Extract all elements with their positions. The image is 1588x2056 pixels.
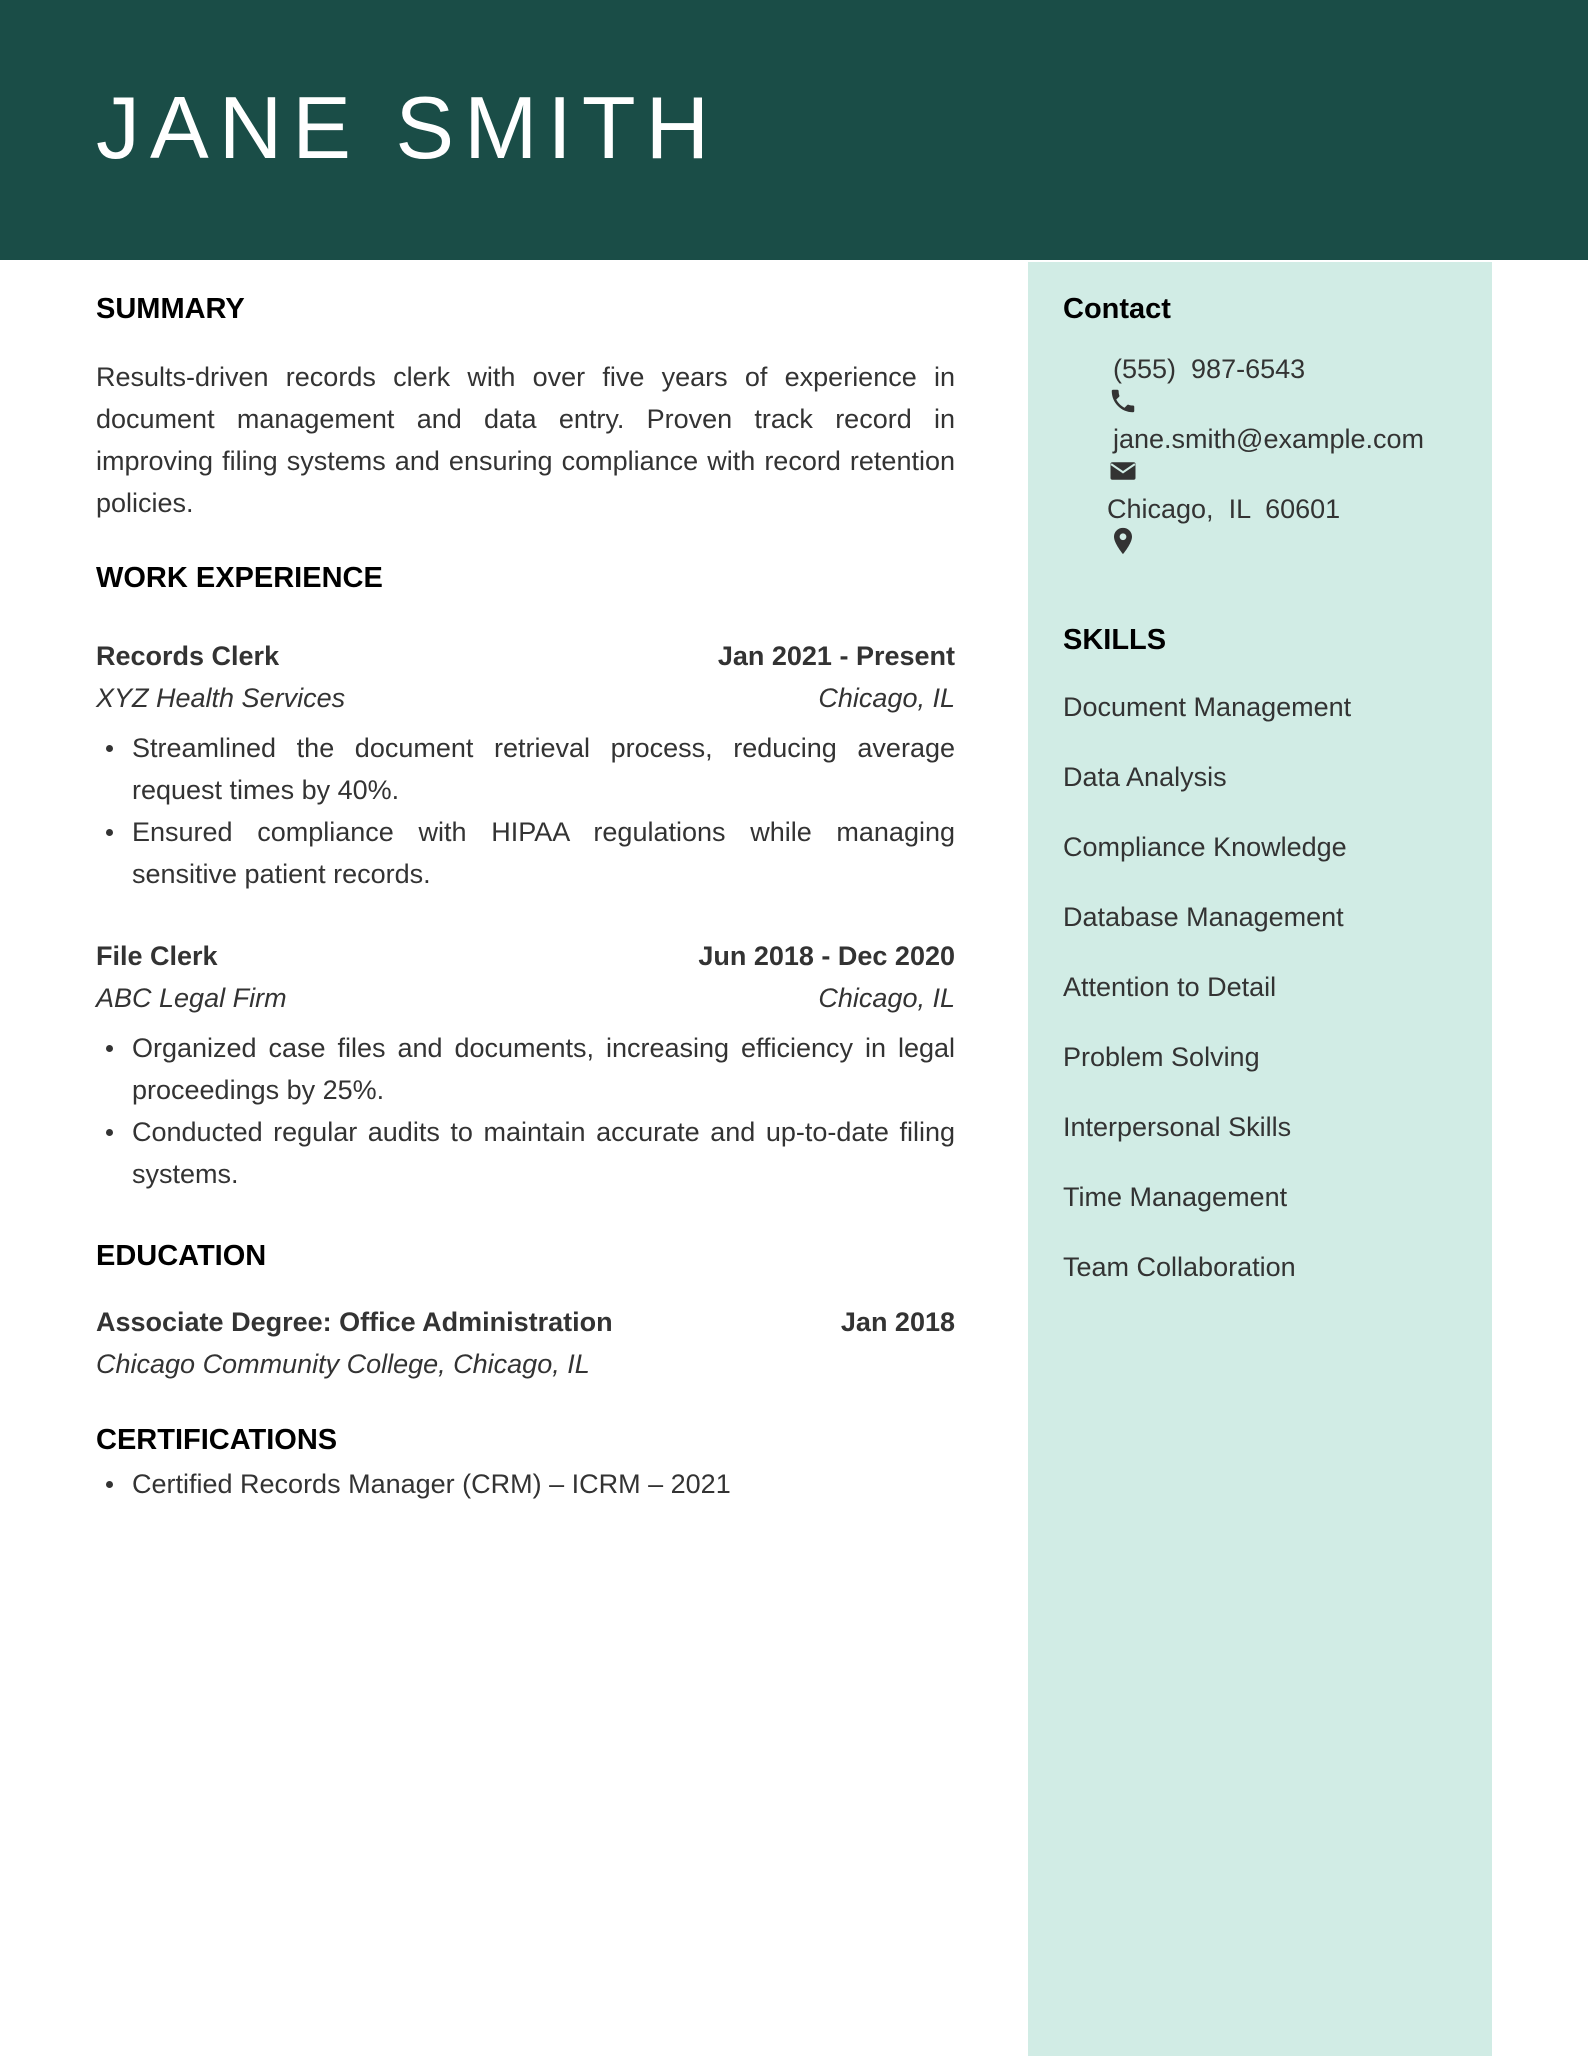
school-row bbox=[96, 1343, 955, 1385]
header-banner bbox=[0, 0, 1588, 260]
job-title-row bbox=[96, 935, 955, 977]
skills-heading: SKILLS bbox=[1063, 624, 1167, 656]
job-bullet: Ensured compliance with HIPAA regulations while managing sensitive patient records. bbox=[132, 811, 955, 895]
summary-text: Results-driven records clerk with over five years of experience in document management and data entry. Proven track record in improving filing systems and ensuring compliance with record retention policies. bbox=[96, 362, 955, 518]
skill-item: Document Management bbox=[1063, 692, 1352, 722]
school-name: Chicago Community College, Chicago, IL bbox=[96, 1349, 590, 1379]
candidate-name: JANE SMITH bbox=[96, 78, 720, 177]
certification-item: Certified Records Manager (CRM) – ICRM – 2021 bbox=[132, 1463, 955, 1505]
phone-icon bbox=[1063, 355, 1093, 385]
degree-row bbox=[96, 1301, 955, 1343]
skill-item: Database Management bbox=[1063, 902, 1344, 932]
contact-location bbox=[1063, 494, 1340, 525]
contact-email bbox=[1063, 424, 1424, 455]
job-title: Records Clerk bbox=[96, 641, 280, 671]
summary-heading: SUMMARY bbox=[96, 293, 245, 325]
job-title-row bbox=[96, 635, 955, 677]
job-bullet: Organized case files and documents, increasing efficiency in legal proceedings by 25%. bbox=[132, 1027, 955, 1111]
skill-item: Team Collaboration bbox=[1063, 1252, 1296, 1282]
map-pin-icon bbox=[1063, 495, 1093, 525]
job-company-row bbox=[96, 977, 955, 1019]
job-bullets bbox=[96, 1027, 955, 1195]
main-column bbox=[96, 262, 955, 1505]
skill-item: Compliance Knowledge bbox=[1063, 832, 1347, 862]
skill-item: Interpersonal Skills bbox=[1063, 1112, 1292, 1142]
job-bullets bbox=[96, 727, 955, 895]
skills-list bbox=[1063, 692, 1351, 1322]
skill-item: Data Analysis bbox=[1063, 762, 1227, 792]
contact-phone bbox=[1063, 354, 1305, 385]
location-text: Chicago, IL 60601 bbox=[1107, 494, 1341, 524]
phone-number: (555) 987-6543 bbox=[1113, 354, 1306, 384]
certifications-heading: CERTIFICATIONS bbox=[96, 1424, 338, 1456]
job-company: XYZ Health Services bbox=[96, 683, 346, 713]
job-bullet: Streamlined the document retrieval process, reducing average request times by 40%. bbox=[132, 727, 955, 811]
education-heading: EDUCATION bbox=[96, 1240, 267, 1272]
certifications-list bbox=[96, 1463, 955, 1505]
degree-date: Jan 2018 bbox=[840, 1307, 955, 1337]
job-location: Chicago, IL bbox=[818, 683, 955, 713]
skill-item: Time Management bbox=[1063, 1182, 1288, 1212]
job-company: ABC Legal Firm bbox=[96, 983, 287, 1013]
job-dates: Jan 2021 - Present bbox=[717, 641, 955, 671]
job-entry bbox=[96, 635, 955, 895]
work-experience-heading: WORK EXPERIENCE bbox=[96, 562, 383, 594]
job-company-row bbox=[96, 677, 955, 719]
education-entry bbox=[96, 1301, 955, 1385]
job-entry bbox=[96, 935, 955, 1195]
job-bullet: Conducted regular audits to maintain accurate and up-to-date filing systems. bbox=[132, 1111, 955, 1195]
degree-title: Associate Degree: Office Administration bbox=[96, 1307, 613, 1337]
contact-heading: Contact bbox=[1063, 293, 1171, 325]
skill-item: Problem Solving bbox=[1063, 1042, 1260, 1072]
job-location: Chicago, IL bbox=[818, 983, 955, 1013]
envelope-icon bbox=[1063, 425, 1093, 455]
job-title: File Clerk bbox=[96, 941, 218, 971]
sidebar bbox=[1028, 262, 1492, 2056]
skill-item: Attention to Detail bbox=[1063, 972, 1277, 1002]
email-address: jane.smith@example.com bbox=[1113, 424, 1425, 454]
job-dates: Jun 2018 - Dec 2020 bbox=[698, 941, 955, 971]
